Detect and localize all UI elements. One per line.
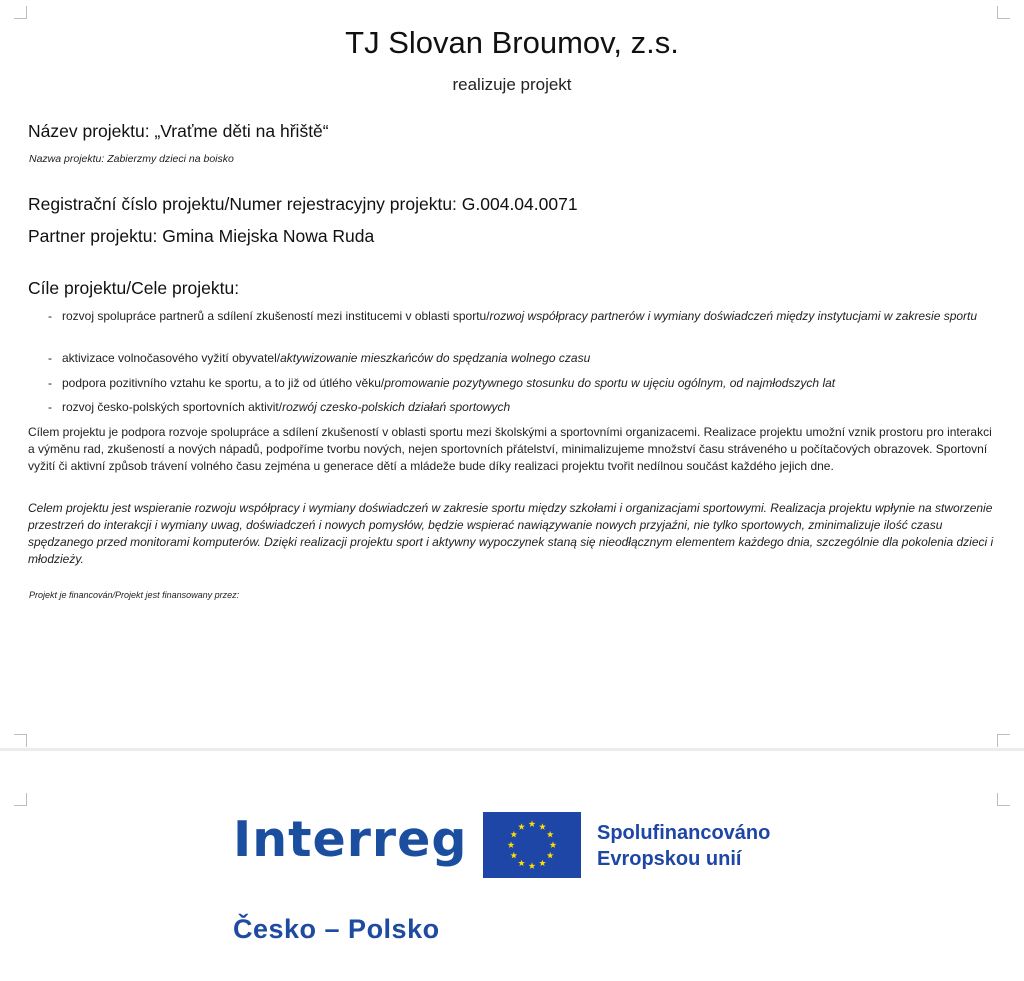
registration-number: Registrační číslo projektu/Numer rejestracyjny projektu: G.004.04.0071 [28, 194, 578, 214]
project-name: Název projektu: „Vraťme děti na hřiště“ [28, 121, 329, 141]
project-name-pl: Nazwa projektu: Zabierzmy dzieci na boisko [29, 153, 234, 165]
goal-item [48, 375, 978, 392]
goal-text-pl: aktywizowanie mieszkańców do spędzania wolnego czasu [280, 351, 591, 365]
eu-star [529, 820, 536, 827]
programme-name: Česko – Polsko [233, 914, 440, 944]
crop-mark-top-right [997, 6, 1010, 19]
cofinanced-line-1: Spolufinancováno [597, 822, 771, 844]
goal-text-pl: rozwoj współpracy partnerów i wymiany doświadczeń między instytucjami w zakresie sportu [489, 309, 978, 323]
goal-item [48, 399, 978, 416]
goal-dash: - [48, 400, 52, 414]
crop-mark-top-left [14, 6, 27, 19]
eu-star [529, 862, 536, 869]
interreg-logo: Interreg [233, 811, 468, 868]
goal-text-pl: rozwój czesko-polskich działań sportowych [282, 400, 511, 414]
eu-star [550, 841, 557, 848]
goal-item [48, 308, 978, 325]
eu-star [547, 831, 554, 838]
description-pl: Celem projektu jest wspieranie rozwoju współpracy i wymiany doświadczeń w zakresie sportu między szkołami i organizacjami sportowymi. Realizacja projektu wpłynie na stworzenie przestrzeń do interakcji i wymiany uwag, doświadczeń i nowych pomysłów, będzie wspierać nawiązywanie nowych przyjaźni, nie tylko sportowych, zminimalizuje ilość czasu spędzanego przed monitorami komputerów. Dzięki realizacji projektu sport i aktywny wypoczynek staną się nieodłącznym elementem każdego dnia, szczególnie dla pokolenia dzieci i młodzieży. [28, 501, 994, 566]
crop-mark-bottom-right [997, 734, 1010, 747]
goal-dash: - [48, 376, 52, 390]
project-partner: Partner projektu: Gmina Miejska Nowa Ruda [28, 226, 375, 246]
crop-mark-top-right [997, 793, 1010, 806]
eu-star [510, 852, 517, 859]
description-cz: Cílem projektu je podpora rozvoje spolupráce a sdílení zkušeností v oblasti sportu mezi školskými a sportovními organizacemi. Realizace projektu umožní vznik prostoru pro interakci a výměnu rad, zkušeností a nových nápadů, podpoříme tvorbu nových, nejen sportovních přátelství, minimalizujeme množství času stráveného u počítačových obrazovek. Sportovní vyžití či aktivní způsob trávení volného času zejména u generace dětí a mládeže bude díky realizaci projektu tvořit nedílnou součást každého jejich dne. [28, 425, 992, 473]
page-title: TJ Slovan Broumov, z.s. [345, 25, 679, 60]
goal-dash: - [48, 351, 52, 365]
goal-text-cz: aktivizace volnočasového vyžití obyvatel/ [62, 351, 281, 365]
eu-star [510, 831, 517, 838]
goal-item [48, 350, 978, 367]
cofinanced-line-2: Evropskou unií [597, 848, 742, 870]
goal-text-pl: promowanie pozytywnego stosunku do sportu w ujęciu ogólnym, od najmłodszych lat [384, 376, 836, 390]
financing-label: Projekt je financován/Projekt jest finansowany przez: [29, 590, 240, 600]
eu-flag-icon [483, 812, 581, 878]
cofinanced-text [597, 820, 770, 872]
eu-star [539, 860, 546, 867]
eu-star [508, 841, 515, 848]
goal-dash: - [48, 309, 52, 323]
crop-mark-bottom-left [14, 734, 27, 747]
eu-star [547, 852, 554, 859]
goal-text-cz: rozvoj spolupráce partnerů a sdílení zkušeností mezi institucemi v oblasti sportu/ [62, 309, 490, 323]
goals-heading: Cíle projektu/Cele projektu: [28, 278, 240, 298]
goal-text-cz: podpora pozitivního vztahu ke sportu, a to již od útlého věku/ [62, 376, 385, 390]
goal-text-cz: rozvoj česko-polských sportovních aktivit/ [62, 400, 283, 414]
page-subtitle: realizuje projekt [452, 75, 572, 94]
crop-mark-top-left [14, 793, 27, 806]
eu-flag-stars [483, 812, 581, 878]
eu-star [539, 823, 546, 830]
eu-star [518, 823, 525, 830]
eu-star [518, 860, 525, 867]
